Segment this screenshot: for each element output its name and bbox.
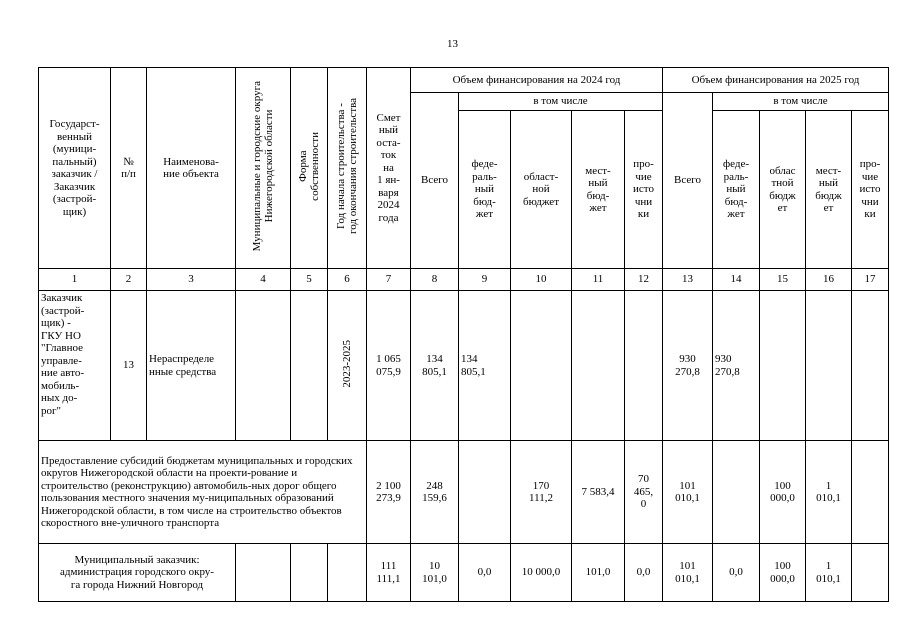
col-num: 6: [328, 269, 367, 291]
cell-object-name: Нераспределе нные средства: [147, 291, 236, 441]
cell-ownership: [291, 544, 328, 602]
col-num: 15: [760, 269, 806, 291]
col-num: 16: [806, 269, 852, 291]
cell-proch-2024: [625, 291, 663, 441]
header-ownership: Форма собственности: [291, 68, 328, 269]
page-number: 13: [447, 38, 458, 50]
cell-district: [236, 544, 291, 602]
col-num: 5: [291, 269, 328, 291]
col-num: 8: [411, 269, 459, 291]
cell-proch-2025: [852, 291, 889, 441]
cell-proch-2024: 0,0: [625, 544, 663, 602]
cell-remainder: 1 065 075,9: [367, 291, 411, 441]
column-numbers-row: [39, 269, 889, 291]
col-num: 17: [852, 269, 889, 291]
header-incl-2025: в том числе: [713, 93, 889, 111]
col-num: 11: [572, 269, 625, 291]
cell-obl-2025: 100 000,0: [760, 441, 806, 544]
cell-fed-2024: [459, 441, 511, 544]
header-obl-2025: облас тной бюдж ет: [760, 111, 806, 269]
financing-table: [38, 67, 889, 602]
cell-customer: Заказчик (застрой- щик) - ГКУ НО "Главное управле- ние авто- мобиль- ных до- рог": [39, 291, 111, 441]
header-fed-2024: феде- раль- ный бюд- жет: [459, 111, 511, 269]
cell-fed-2024: 134 805,1: [459, 291, 511, 441]
cell-years: 2023-2025: [328, 291, 367, 441]
header-customer: Государст- венный (муници- пальный) заказчик / Заказчик (застрой- щик): [39, 68, 111, 269]
table-row-municipal: [39, 544, 889, 602]
cell-municipal-description: Муниципальный заказчик: администрация городского окру- га города Нижний Новгород: [39, 544, 236, 602]
header-mest-2025: мест- ный бюдж ет: [806, 111, 852, 269]
table-row-subsidy: [39, 441, 889, 544]
cell-mest-2024: 101,0: [572, 544, 625, 602]
header-proch-2025: про- чие исто чни ки: [852, 111, 889, 269]
cell-mest-2024: [572, 291, 625, 441]
header-financing-2024: Объем финансирования на 2024 год: [411, 68, 663, 93]
col-num: 1: [39, 269, 111, 291]
cell-proch-2025: [852, 441, 889, 544]
header-incl-2024: в том числе: [459, 93, 663, 111]
cell-fed-2025: 0,0: [713, 544, 760, 602]
header-total-2024: Всего: [411, 93, 459, 269]
header-proch-2024: про- чие исто чни ки: [625, 111, 663, 269]
cell-mest-2025: 1 010,1: [806, 441, 852, 544]
cell-total-2025: 101 010,1: [663, 441, 713, 544]
cell-obl-2024: 10 000,0: [511, 544, 572, 602]
cell-proch-2025: [852, 544, 889, 602]
cell-number: 13: [111, 291, 147, 441]
col-num: 13: [663, 269, 713, 291]
header-object-name: Наименова- ние объекта: [147, 68, 236, 269]
cell-fed-2025: [713, 441, 760, 544]
table-row-customer: [39, 291, 889, 441]
col-num: 3: [147, 269, 236, 291]
cell-total-2024: 134 805,1: [411, 291, 459, 441]
header-total-2025: Всего: [663, 93, 713, 269]
header-financing-2025: Объем финансирования на 2025 год: [663, 68, 889, 93]
cell-subsidy-description: Предоставление субсидий бюджетам муниципальных и городских округов Нижегородской области на проекти-рование и строительство (реконструкцию) автомобиль-ных дорог общего пользования местного значения му-ниципальных образований Нижегородской области, в том числе на строительство объектов скоростного вне-уличного транспорта: [39, 441, 367, 544]
header-districts: Муниципальные и городские округа Нижегородской области: [236, 68, 291, 269]
col-num: 12: [625, 269, 663, 291]
cell-mest-2025: 1 010,1: [806, 544, 852, 602]
col-num: 9: [459, 269, 511, 291]
header-obl-2024: област- ной бюджет: [511, 111, 572, 269]
col-num: 2: [111, 269, 147, 291]
cell-remainder: 111 111,1: [367, 544, 411, 602]
cell-mest-2025: [806, 291, 852, 441]
header-years: Год начала строительства - год окончания строительства: [328, 68, 367, 269]
header-mest-2024: мест- ный бюд- жет: [572, 111, 625, 269]
cell-remainder: 2 100 273,9: [367, 441, 411, 544]
cell-proch-2024: 70 465, 0: [625, 441, 663, 544]
cell-obl-2025: [760, 291, 806, 441]
cell-total-2024: 10 101,0: [411, 544, 459, 602]
cell-fed-2024: 0,0: [459, 544, 511, 602]
cell-obl-2024: 170 111,2: [511, 441, 572, 544]
cell-fed-2025: 930 270,8: [713, 291, 760, 441]
cell-mest-2024: 7 583,4: [572, 441, 625, 544]
cell-ownership: [291, 291, 328, 441]
cell-district: [236, 291, 291, 441]
cell-years: [328, 544, 367, 602]
cell-total-2025: 930 270,8: [663, 291, 713, 441]
col-num: 4: [236, 269, 291, 291]
col-num: 10: [511, 269, 572, 291]
header-number: № п/п: [111, 68, 147, 269]
cell-total-2024: 248 159,6: [411, 441, 459, 544]
header-estimate-remainder: Смет ный оста- ток на 1 ян- варя 2024 года: [367, 68, 411, 269]
header-fed-2025: феде- раль- ный бюд- жет: [713, 111, 760, 269]
cell-obl-2024: [511, 291, 572, 441]
col-num: 14: [713, 269, 760, 291]
cell-obl-2025: 100 000,0: [760, 544, 806, 602]
cell-total-2025: 101 010,1: [663, 544, 713, 602]
col-num: 7: [367, 269, 411, 291]
